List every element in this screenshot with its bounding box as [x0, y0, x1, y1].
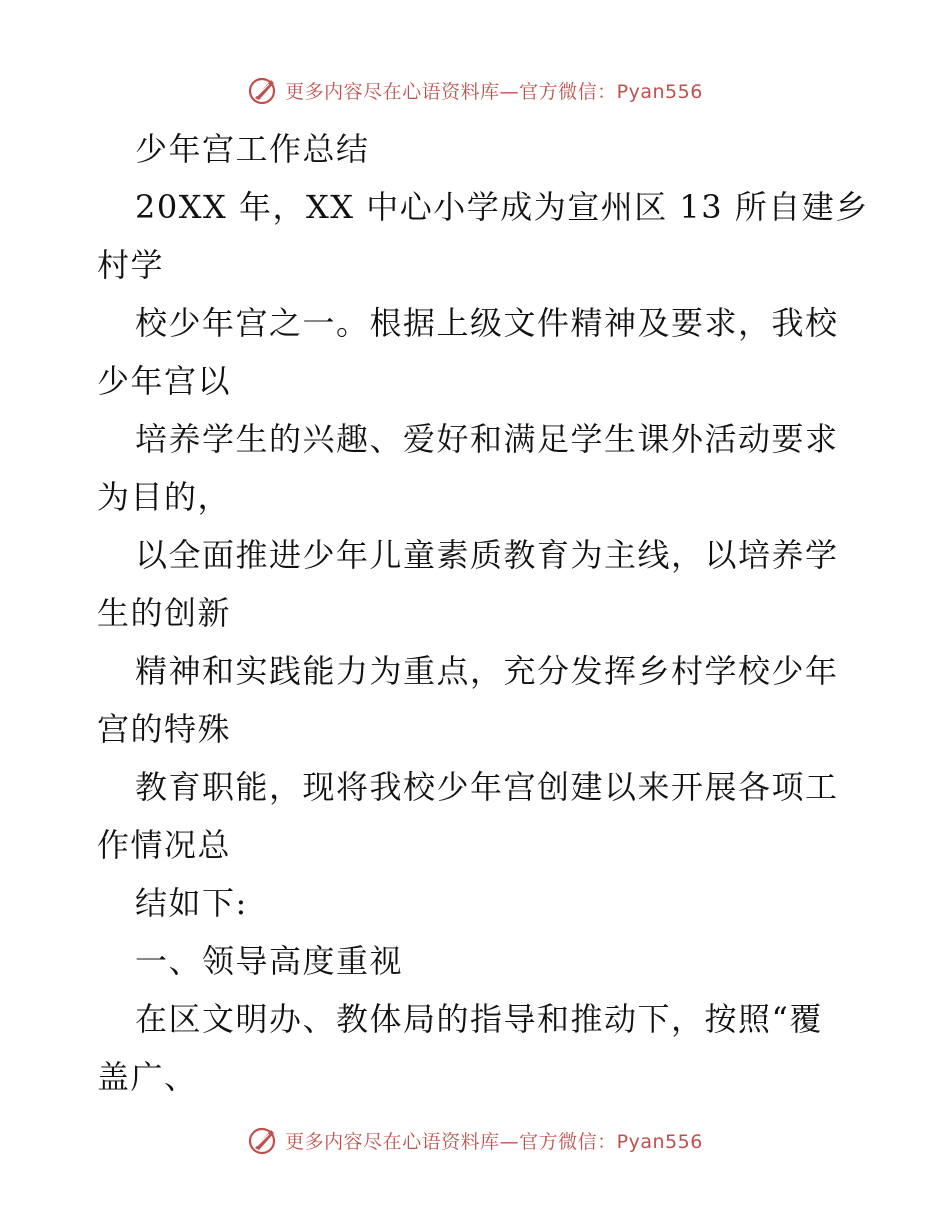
paragraph-line: 在区文明办、教体局的指导和推动下，按照“覆 [135, 1000, 823, 1038]
paragraph-line: 教育职能，现将我校少年宫创建以来开展各项工 [135, 768, 839, 806]
paragraph-line: 培养学生的兴趣、爱好和满足学生课外活动要求 [135, 420, 839, 458]
paragraph-line: 校少年宫之一。根据上级文件精神及要求，我校 [135, 304, 839, 342]
paragraph-line: 20XX 年，XX 中心小学成为宣州区 13 所自建乡 [135, 188, 869, 226]
paragraph-line: 村学 [97, 246, 165, 284]
watermark-header [0, 70, 950, 110]
paragraph-line: 盖广、 [97, 1058, 198, 1096]
paragraph-line: 为目的， [97, 478, 232, 516]
section-heading: 一、领导高度重视 [135, 942, 404, 980]
watermark-text: 更多内容尽在心语资料库—官方微信：Pyan556 [285, 1130, 703, 1153]
document-title: 少年宫工作总结 [135, 130, 370, 168]
paragraph-line: 生的创新 [97, 594, 232, 632]
paragraph-line: 宫的特殊 [97, 710, 232, 748]
paragraph-line: 结如下: [135, 884, 248, 922]
paragraph-line: 少年宫以 [97, 362, 232, 400]
watermark-text: 更多内容尽在心语资料库—官方微信：Pyan556 [285, 80, 703, 103]
paragraph-line: 精神和实践能力为重点，充分发挥乡村学校少年 [135, 652, 839, 690]
quill-logo-icon [247, 74, 279, 106]
document-body [97, 120, 869, 1106]
paragraph-line: 作情况总 [97, 826, 232, 864]
quill-logo-icon [247, 1124, 279, 1156]
paragraph-line: 以全面推进少年儿童素质教育为主线，以培养学 [135, 536, 839, 574]
watermark-footer [0, 1120, 950, 1160]
